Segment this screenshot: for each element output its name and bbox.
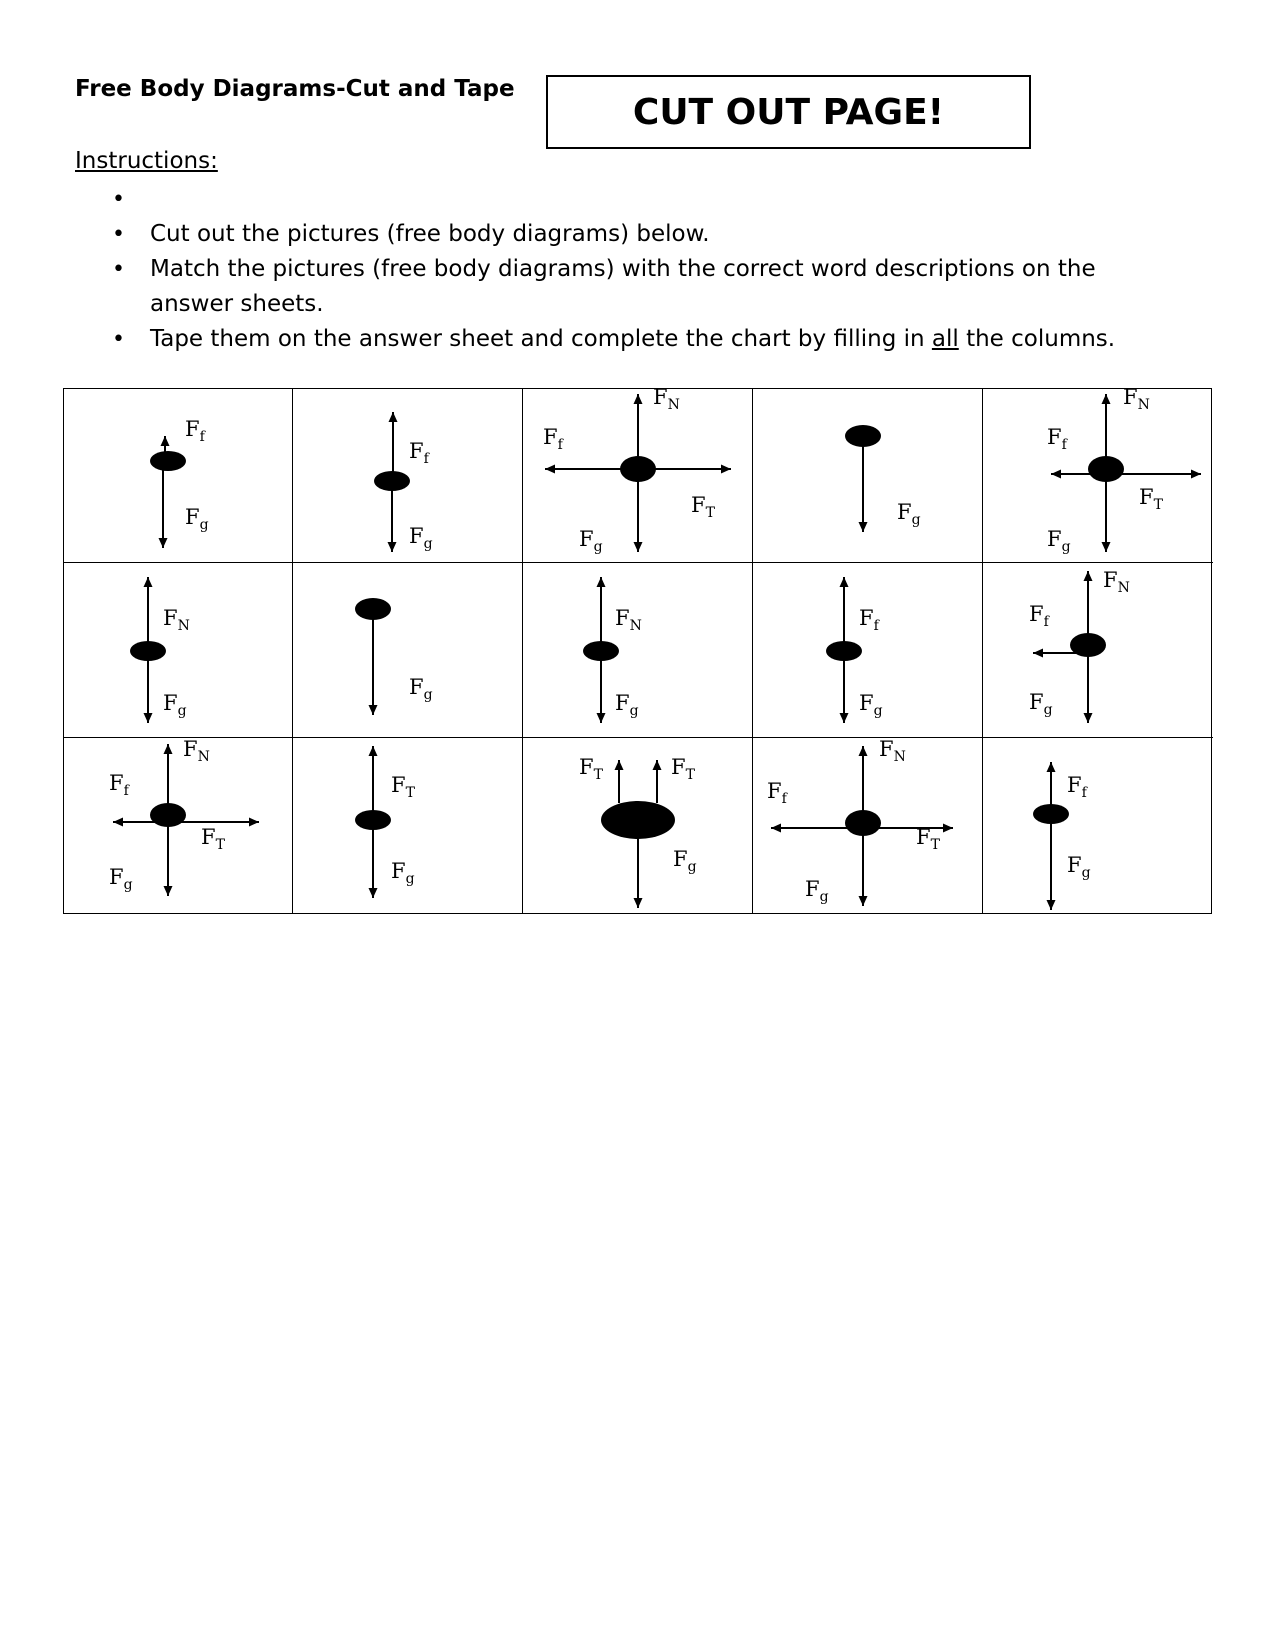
- normal-force-label: $F_N$: [163, 606, 190, 634]
- free-body-diagram-cell[interactable]: [63, 563, 293, 738]
- free-body-diagram: [753, 563, 983, 738]
- gravity-force-label: $F_g$: [409, 524, 433, 552]
- gravity-force-label: $F_g$: [859, 691, 883, 719]
- free-body-diagram-cell[interactable]: [523, 385, 753, 563]
- gravity-force-label: $F_g$: [897, 500, 921, 528]
- object-body: [583, 641, 619, 661]
- object-body: [601, 801, 675, 839]
- tension-force-arrow-head: [1191, 470, 1201, 479]
- instruction-item: [150, 322, 1150, 357]
- normal-force-arrow-head: [1084, 571, 1093, 581]
- normal-force-arrow-head: [634, 394, 643, 404]
- instruction-item: • Cut out the pictures (free body diagrams) below.: [150, 217, 1150, 252]
- gravity-force-arrow-head: [634, 542, 643, 552]
- free-body-diagram-cell[interactable]: [63, 738, 293, 913]
- friction-force-arrow-head: [389, 412, 398, 422]
- friction-force-arrow-head: [113, 818, 123, 827]
- object-body: [374, 471, 410, 491]
- normal-force-label: $F_N$: [183, 737, 210, 765]
- free-body-diagram: [293, 738, 523, 913]
- object-body: [1070, 633, 1106, 657]
- free-body-diagram: [293, 563, 523, 738]
- gravity-force-label: $F_g$: [579, 527, 603, 555]
- friction-force-arrow-head: [161, 436, 170, 446]
- gravity-force-label: $F_g$: [109, 865, 133, 893]
- gravity-force-arrow-head: [597, 713, 606, 723]
- gravity-force-arrow-head: [1084, 713, 1093, 723]
- worksheet-title: Free Body Diagrams-Cut and Tape: [75, 76, 515, 102]
- free-body-diagram: [63, 738, 293, 913]
- instructions-list: [150, 182, 1150, 357]
- object-body: [1088, 456, 1124, 482]
- object-body: [845, 810, 881, 836]
- friction-force-label: $F_f$: [109, 771, 129, 799]
- normal-force-label: $F_N$: [615, 606, 642, 634]
- gravity-force-label: $F_g$: [615, 691, 639, 719]
- free-body-diagram-cell[interactable]: [63, 388, 293, 563]
- normal-force-label: $F_N$: [653, 385, 680, 413]
- free-body-diagram: [753, 388, 983, 563]
- gravity-force-arrow-head: [369, 705, 378, 715]
- tension-force-arrow-head: [943, 824, 953, 833]
- gravity-force-label: $F_g$: [163, 691, 187, 719]
- friction-force-arrow-head: [840, 577, 849, 587]
- object-body: [150, 451, 186, 471]
- friction-force-arrow-head: [1047, 762, 1056, 772]
- tension-force-label: $F_T$: [579, 755, 603, 783]
- gravity-force-arrow-head: [369, 888, 378, 898]
- normal-force-arrow-head: [164, 744, 173, 754]
- gravity-force-arrow-head: [164, 886, 173, 896]
- free-body-diagram-cell[interactable]: [753, 563, 983, 738]
- object-body: [150, 803, 186, 827]
- gravity-force-arrow-head: [1102, 542, 1111, 552]
- gravity-force-arrow-head: [859, 522, 868, 532]
- gravity-force-arrow-head: [388, 542, 397, 552]
- tension-force-label: $F_T$: [691, 493, 715, 521]
- free-body-diagram-cell[interactable]: [983, 738, 1213, 913]
- object-body: [826, 641, 862, 661]
- diagram-grid: [63, 385, 1212, 914]
- instruction-emphasis: all: [931, 326, 959, 352]
- gravity-force-arrow-head: [859, 896, 868, 906]
- free-body-diagram-cell[interactable]: [293, 388, 523, 563]
- tension-force-arrow-head: [369, 746, 378, 756]
- friction-force-label: $F_f$: [409, 439, 429, 467]
- gravity-force-arrow-head: [159, 538, 168, 548]
- friction-force-arrow-head: [771, 824, 781, 833]
- normal-force-arrow-head: [859, 746, 868, 756]
- tension-force-label: $F_T$: [201, 825, 225, 853]
- object-body: [620, 456, 656, 482]
- free-body-diagram: [523, 738, 753, 913]
- friction-force-label: $F_f$: [767, 779, 787, 807]
- free-body-diagram: [523, 563, 753, 738]
- instruction-item: [150, 182, 1150, 217]
- friction-force-label: $F_f$: [1047, 425, 1067, 453]
- object-body: [355, 810, 391, 830]
- free-body-diagram: [983, 385, 1213, 563]
- instruction-text: Tape them on the answer sheet and complete the chart by filling in: [150, 326, 932, 352]
- object-body: [1033, 804, 1069, 824]
- gravity-force-label: $F_g$: [409, 675, 433, 703]
- tension-force-label: $F_T$: [916, 825, 940, 853]
- gravity-force-arrow-head: [1047, 900, 1056, 910]
- tension-force-arrow-head: [653, 760, 662, 770]
- gravity-force-arrow-head: [144, 713, 153, 723]
- gravity-force-arrow-head: [634, 898, 643, 908]
- free-body-diagram-cell[interactable]: [753, 738, 983, 913]
- gravity-force-label: $F_g$: [673, 847, 697, 875]
- friction-force-arrow-head: [1033, 649, 1043, 658]
- free-body-diagram-cell[interactable]: [523, 563, 753, 738]
- free-body-diagram: [983, 738, 1213, 913]
- free-body-diagram-cell[interactable]: [293, 563, 523, 738]
- tension-force-arrow-head: [721, 465, 731, 474]
- gravity-force-label: $F_g$: [1047, 527, 1071, 555]
- gravity-force-arrow-head: [840, 713, 849, 723]
- tension-force-arrow-head: [615, 760, 624, 770]
- free-body-diagram: [523, 385, 753, 563]
- free-body-diagram: [63, 563, 293, 738]
- gravity-force-label: $F_g$: [805, 877, 829, 905]
- normal-force-arrow-head: [144, 577, 153, 587]
- free-body-diagram-cell[interactable]: [293, 738, 523, 913]
- friction-force-label: $F_f$: [1029, 602, 1049, 630]
- object-body: [130, 641, 166, 661]
- normal-force-arrow-head: [597, 577, 606, 587]
- instructions-heading: Instructions:: [75, 148, 218, 174]
- tension-force-label: $F_T$: [391, 773, 415, 801]
- free-body-diagram-cell[interactable]: [983, 385, 1213, 563]
- gravity-force-label: $F_g$: [1067, 853, 1091, 881]
- free-body-diagram-cell[interactable]: [983, 563, 1213, 738]
- cut-out-banner: CUT OUT PAGE!: [546, 75, 1031, 149]
- object-body: [355, 598, 391, 620]
- free-body-diagram: [293, 388, 523, 563]
- free-body-diagram-cell[interactable]: [523, 738, 753, 913]
- friction-force-arrow-head: [545, 465, 555, 474]
- gravity-force-label: $F_g$: [185, 505, 209, 533]
- friction-force-label: $F_f$: [543, 425, 563, 453]
- normal-force-arrow-head: [1102, 394, 1111, 404]
- free-body-diagram: [983, 563, 1213, 738]
- tension-force-arrow-head: [249, 818, 259, 827]
- free-body-diagram-cell[interactable]: [753, 388, 983, 563]
- tension-force-label: $F_T$: [1139, 485, 1163, 513]
- free-body-diagram: [63, 388, 293, 563]
- normal-force-label: $F_N$: [879, 737, 906, 765]
- free-body-diagram: [753, 738, 983, 913]
- friction-force-label: $F_f$: [185, 417, 205, 445]
- tension-force-label: $F_T$: [671, 755, 695, 783]
- friction-force-label: $F_f$: [859, 606, 879, 634]
- normal-force-label: $F_N$: [1103, 568, 1130, 596]
- instruction-item: • Match the pictures (free body diagrams) with the correct word descriptions on the answer sheets.: [150, 252, 1150, 322]
- friction-force-arrow-head: [1051, 470, 1061, 479]
- gravity-force-label: $F_g$: [391, 859, 415, 887]
- object-body: [845, 425, 881, 447]
- normal-force-label: $F_N$: [1123, 385, 1150, 413]
- instruction-text: the columns.: [958, 326, 1116, 352]
- gravity-force-label: $F_g$: [1029, 690, 1053, 718]
- friction-force-label: $F_f$: [1067, 773, 1087, 801]
